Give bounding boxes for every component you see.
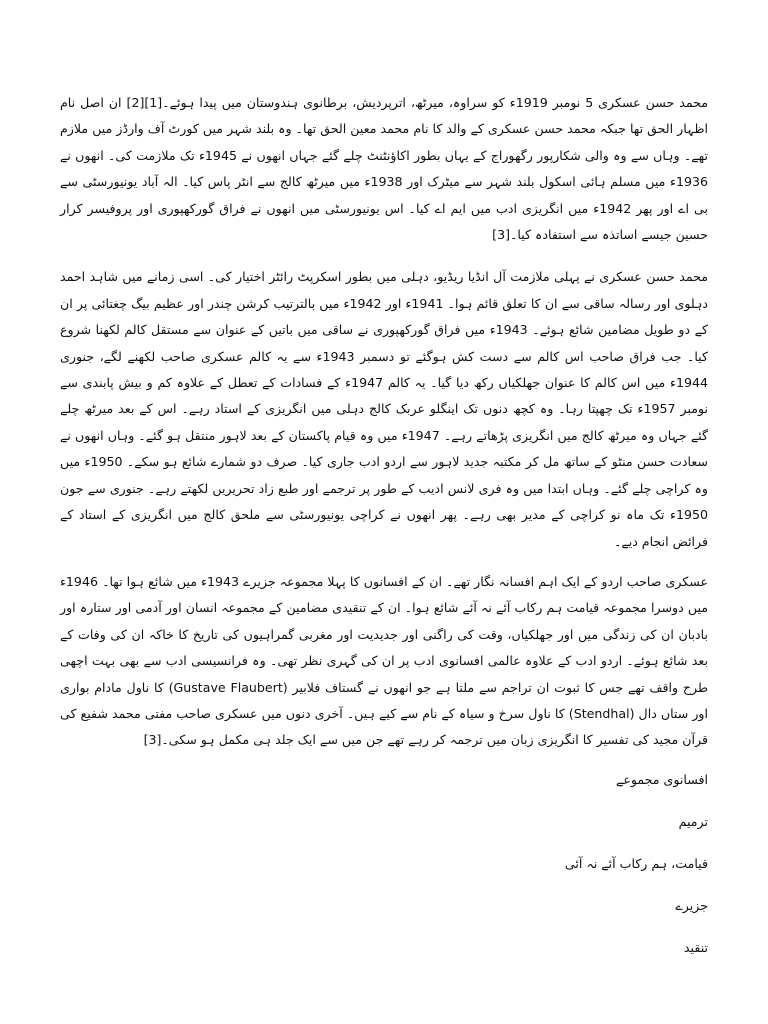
- works-list: [60, 770, 708, 958]
- list-item: قیامت، ہم رکاب آئے نہ آئی: [564, 855, 708, 871]
- biography-paragraph-early-life: محمد حسن عسکری 5 نومبر 1919ء کو سراوہ، میرٹھ، اترپردیش، برطانوی ہندوستان میں پیدا ہوئے۔[1][2] ان اصل نام اظہار الحق تھا جبکہ محمد حسن عسکری کے والد کا نام محمد معین الحق تھا۔ وہ بلند شہر میں کورٹ آف وارڈز میں ملازم تھے۔ وہاں سے وہ والی شکارپور رگھوراج کے یہاں بطور اکاؤنٹنٹ چلے گئے جہاں انھوں نے 1945ء تک ملازمت کی۔ انھوں نے 1936ء میں مسلم ہائی اسکول بلند شہر سے میٹرک اور 1938ء میں میرٹھ کالج سے انٹر پاس کیا۔ الہ آباد یونیورسٹی سے بی اے اور پھر 1942ء میں انگریزی ادب میں ایم اے کیا۔ اس یونیورسٹی میں انھوں نے فراق گورکھپوری اور پروفیسر کرار حسین جیسے اساتذہ سے استفادہ کیا۔[3]: [60, 95, 708, 243]
- list-item: افسانوی مجموعے: [615, 771, 708, 787]
- list-item: تنقید: [683, 939, 708, 955]
- list-item: جزیرے: [675, 897, 708, 913]
- document-page: [60, 90, 708, 984]
- list-item: ترمیم: [678, 813, 708, 829]
- biography-paragraph-career: محمد حسن عسکری نے پہلی ملازمت آل انڈیا ریڈیو، دہلی میں بطور اسکرپٹ رائٹر اختیار کی۔ اسی زمانے میں شاہد احمد دہلوی اور رسالہ ساقی سے ان کا تعلق قائم ہوا۔ 1941ء اور 1942ء میں بالترتیب کرشن چندر اور عظیم بیگ چغتائی پر ان کے دو طویل مضامین شائع ہوئے۔ 1943ء میں فراق گورکھپوری نے ساقی میں باتیں کے عنوان سے مستقل کالم لکھنا شروع کیا۔ جب فراق صاحب اس کالم سے دست کش ہوگئے تو دسمبر 1943ء سے یہ کالم عسکری صاحب لکھنے لگے، جنوری 1944ء میں اس کالم کا عنوان جھلکیاں رکھ دیا گیا۔ یہ کالم 1947ء کے فسادات کے تعطل کے علاوہ کم و بیش پابندی سے نومبر 1957ء تک چھپتا رہا۔ وہ کچھ دنوں تک اینگلو عربک کالج دہلی میں انگریزی کے استاد رہے۔ اس کے بعد میرٹھ چلے گئے جہاں وہ میرٹھ کالج میں انگریزی پڑھاتے رہے۔ 1947ء میں وہ قیام پاکستان کے بعد لاہور منتقل ہو گئے۔ وہاں انھوں نے سعادت حسن منٹو کے ساتھ مل کر مکتبہ جدید لاہور سے اردو ادب جاری کیا۔ صرف دو شمارے شائع ہو سکے۔ 1950ء میں وہ کراچی چلے گئے۔ وہاں ابتدا میں وہ فری لانس ادیب کے طور پر ترجمے اور طبع زاد تحریریں لکھتے رہے۔ جنوری سے جون 1950ء تک ماہ نو کراچی کے مدیر بھی رہے۔ پھر انھوں نے کراچی یونیورسٹی سے ملحق کالج میں انگریزی کے استاد کے فرائض انجام دیے۔: [60, 269, 709, 549]
- biography-paragraph-literary-work: عسکری صاحب اردو کے ایک اہم افسانہ نگار تھے۔ ان کے افسانوں کا پہلا مجموعہ جزیرے 1943ء میں شائع ہوا تھا۔ 1946ء میں دوسرا مجموعہ قیامت ہم رکاب آئے نہ آئے شائع ہوا۔ ان کے تنقیدی مضامین کے مجموعہ انسان اور آدمی اور ستارہ اور بادبان ان کی زندگی میں اور جھلکیاں، وقت کی راگنی اور جدیدیت اور مغربی گمراہیوں کی تاریخ کا خاکہ ان کی وفات کے بعد شائع ہوئے۔ اردو ادب کے علاوہ عالمی افسانوی ادب پر ان کی گہری نظر تھی۔ وہ فرانسیسی ادب سے بھی بہت اچھی طرح واقف تھے جس کا ثبوت ان تراجم سے ملتا ہے جو انھوں نے گستاف فلابیر (Gustave Flaubert) کا ناول مادام بواری اور ستاں دال (Stendhal) کا ناول سرخ و سیاہ کے نام سے کیے ہیں۔ آخری دنوں میں عسکری صاحب مفتی محمد شفیع کی قرآن مجید کی تفسیر کا انگریزی زبان میں ترجمہ کر رہے تھے جن میں سے ایک جلد ہی مکمل ہو سکی۔[3]: [60, 573, 709, 748]
